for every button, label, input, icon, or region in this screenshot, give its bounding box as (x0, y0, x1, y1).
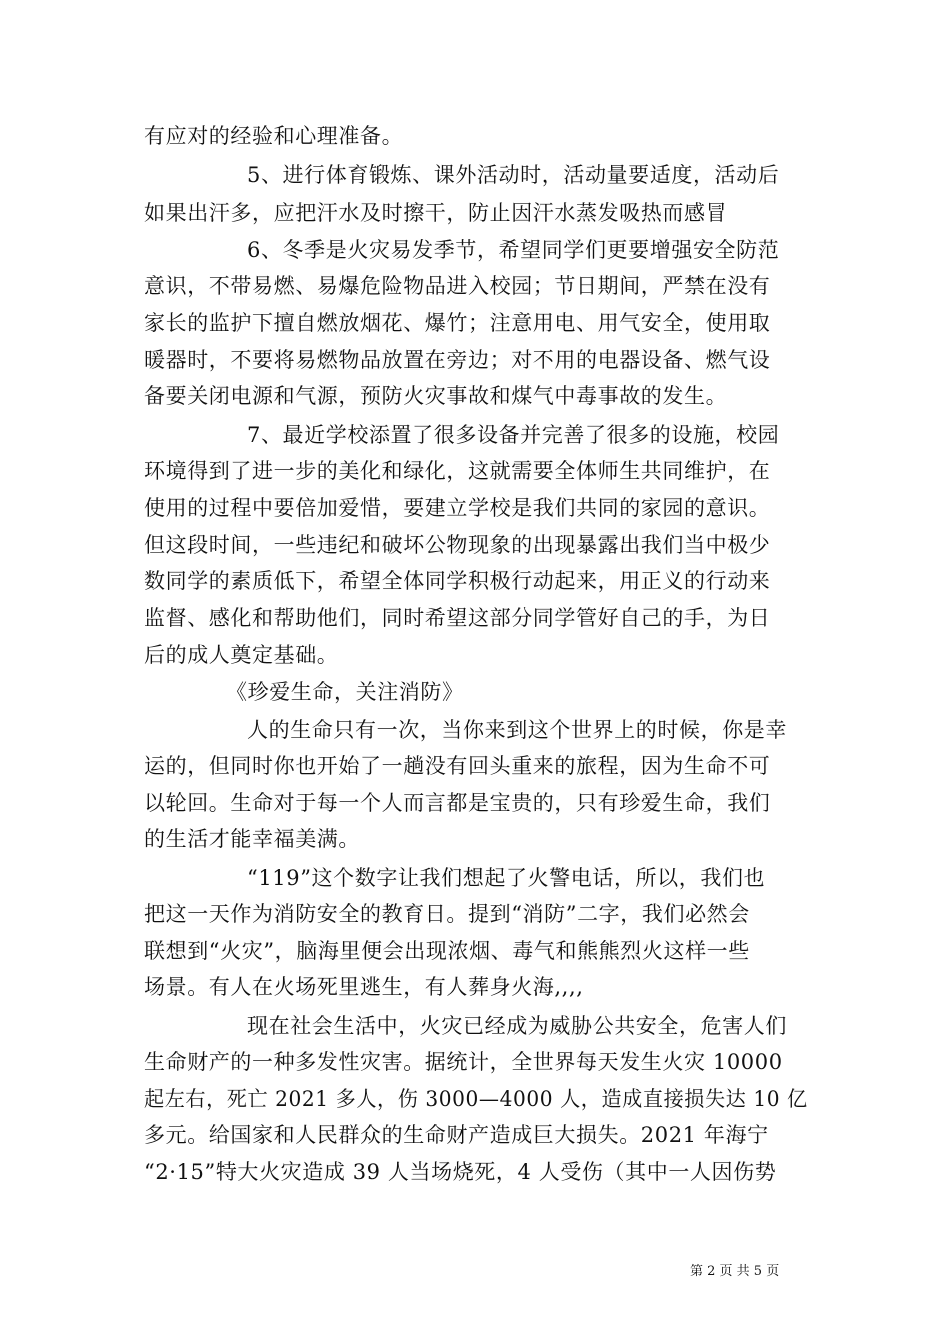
text-line: 7、最近学校添置了很多设备并完善了很多的设施，校园 (247, 423, 780, 447)
text-line: 家长的监护下擅自燃放烟花、爆竹；注意用电、用气安全，使用取 (144, 311, 771, 335)
text-line: 后的成人奠定基础。 (144, 643, 339, 667)
text-line: 环境得到了进一步的美化和绿化，这就需要全体师生共同维护，在 (144, 459, 771, 483)
text-line: 多元。给国家和人民群众的生命财产造成巨大损失。2021 年海宁 (144, 1123, 769, 1147)
text-line: 联想到“火灾”，脑海里便会出现浓烟、毒气和熊熊烈火这样一些 (144, 939, 750, 963)
text-line: 6、冬季是火灾易发季节，希望同学们更要增强安全防范 (247, 238, 780, 262)
text-line: 数同学的素质低下，希望全体同学积极行动起来，用正义的行动来 (144, 569, 771, 593)
text-line: 暖器时，不要将易燃物品放置在旁边；对不用的电器设备、燃气设 (144, 348, 771, 372)
text-line: “119”这个数字让我们想起了火警电话，所以，我们也 (247, 866, 766, 890)
text-line: 的生活才能幸福美满。 (144, 827, 360, 851)
text-line: 如果出汗多，应把汗水及时擦干，防止因汗水蒸发吸热而感冒 (144, 201, 728, 225)
text-line: 生命财产的一种多发性灾害。据统计，全世界每天发生火灾 10000 (144, 1050, 783, 1074)
text-line: 起左右，死亡 2021 多人，伤 3000—4000 人，造成直接损失达 10 亿 (144, 1087, 808, 1111)
text-line: 5、进行体育锻炼、课外活动时，活动量要适度，活动后 (247, 163, 780, 187)
text-line: 把这一天作为消防安全的教育日。提到“消防”二字，我们必然会 (144, 902, 750, 926)
text-line: 备要关闭电源和气源，预防火灾事故和煤气中毒事故的发生。 (144, 384, 728, 408)
text-line: 人的生命只有一次，当你来到这个世界上的时候，你是幸 (247, 718, 787, 742)
text-line: 监督、感化和帮助他们，同时希望这部分同学管好自己的手，为日 (144, 606, 771, 630)
text-line: 意识，不带易燃、易爆危险物品进入校园；节日期间，严禁在没有 (144, 274, 771, 298)
text-line: 现在社会生活中，火灾已经成为威胁公共安全，危害人们 (247, 1014, 787, 1038)
text-line: 使用的过程中要倍加爱惜，要建立学校是我们共同的家园的意识。 (144, 496, 771, 520)
text-line: 运的，但同时你也开始了一趟没有回头重来的旅程，因为生命不可 (144, 754, 771, 778)
page-number: 第 2 页 共 5 页 (690, 1264, 780, 1279)
text-line: 但这段时间，一些违纪和破坏公物现象的出现暴露出我们当中极少 (144, 533, 771, 557)
text-line: 以轮回。生命对于每一个人而言都是宝贵的，只有珍爱生命，我们 (144, 791, 771, 815)
text-line: 场景。有人在火场死里逃生，有人葬身火海,,,, (144, 975, 584, 999)
text-line: “2·15”特大火灾造成 39 人当场烧死，4 人受伤（其中一人因伤势 (144, 1160, 777, 1184)
section-title: 《珍爱生命，关注消防》 (226, 680, 464, 704)
text-line: 有应对的经验和心理准备。 (144, 124, 404, 148)
